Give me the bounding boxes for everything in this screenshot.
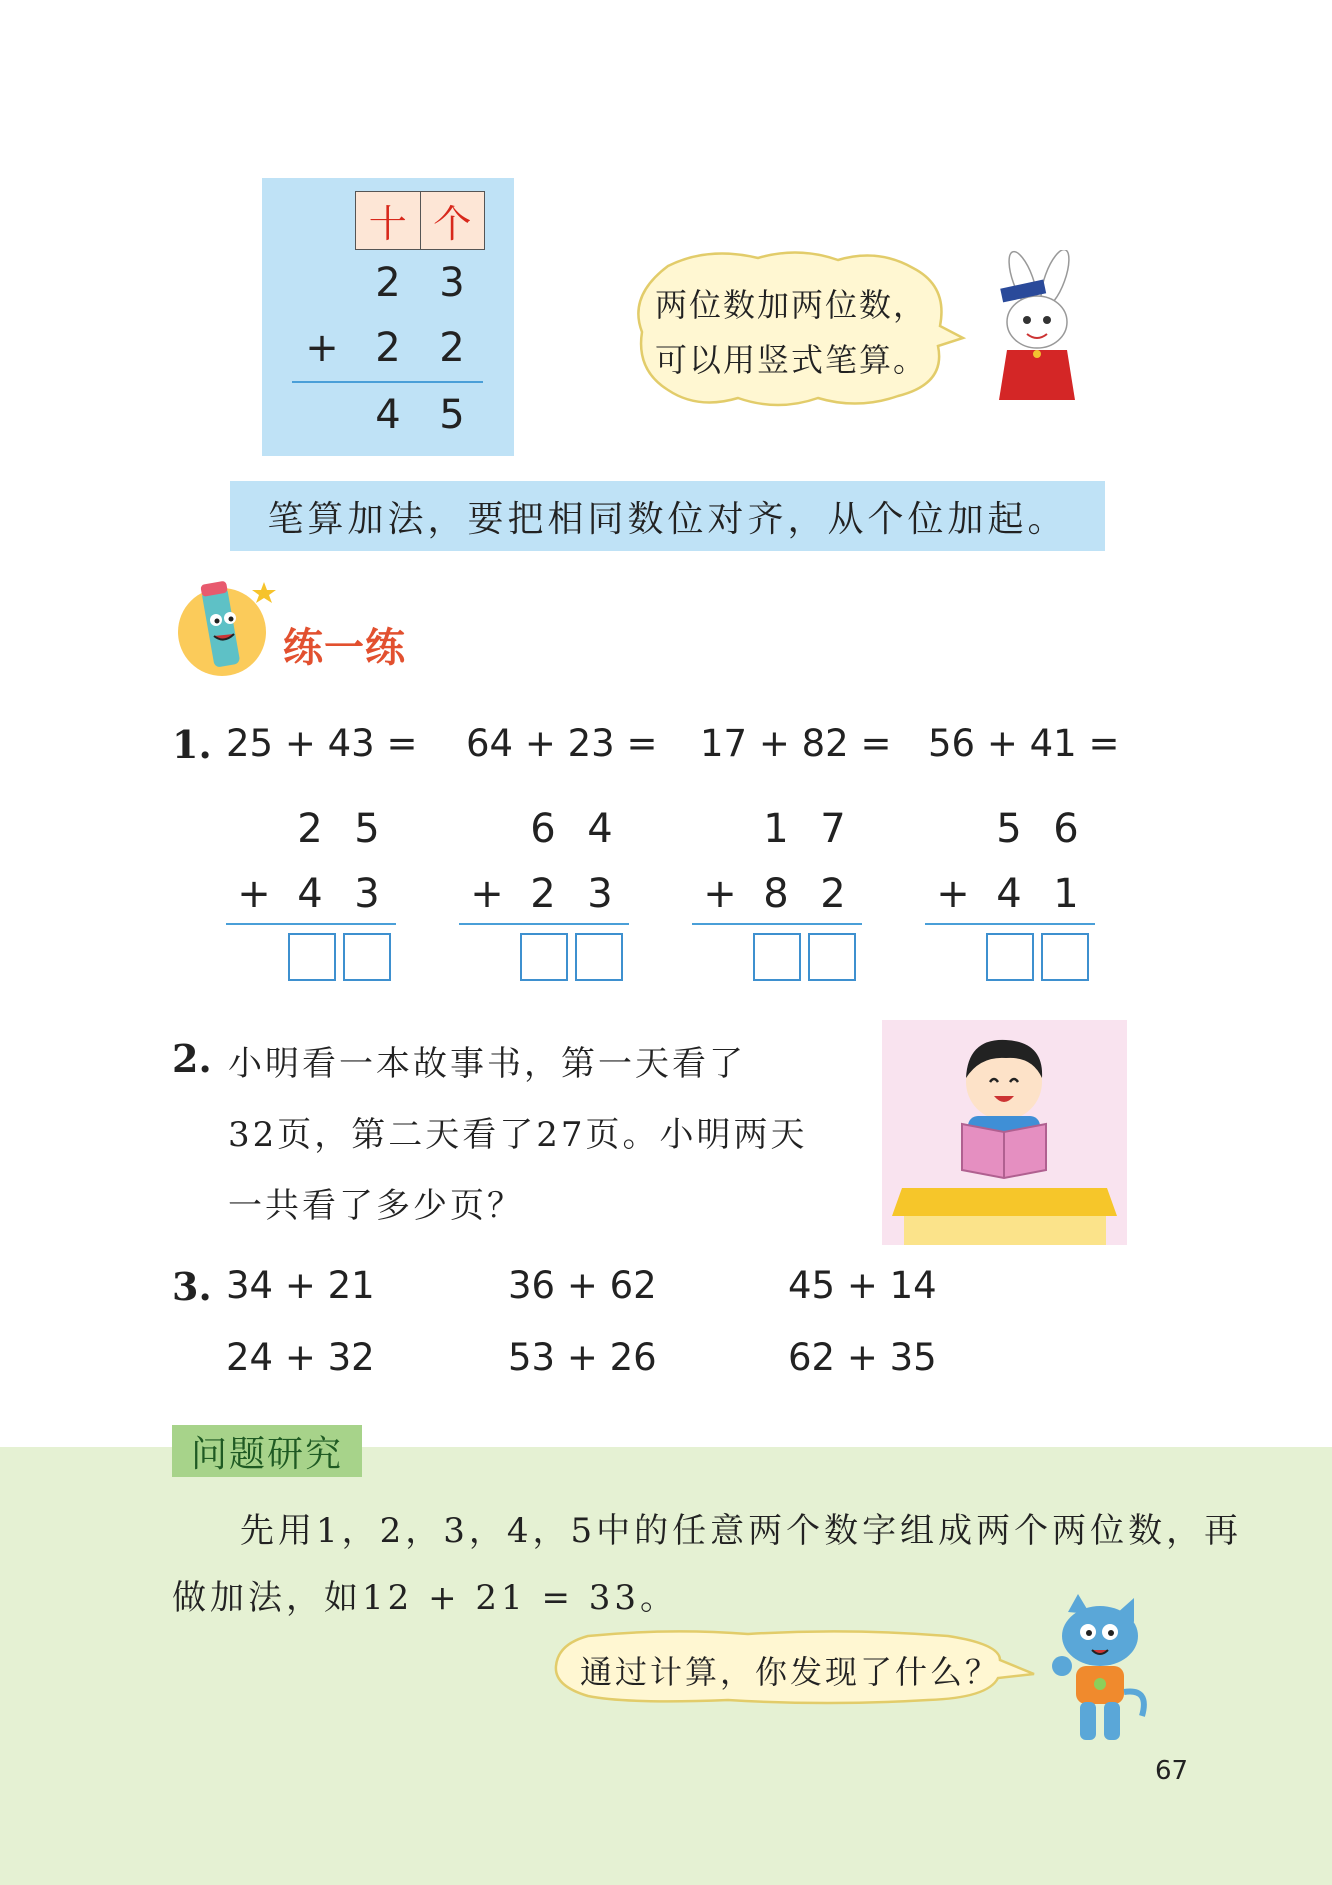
- answer-box-ones[interactable]: [575, 933, 623, 981]
- q1-equation-4: 56 + 41 =: [928, 722, 1120, 765]
- q3-expression: 62 + 35: [788, 1336, 937, 1379]
- calc-bottom-ones: 3: [587, 871, 613, 917]
- example-top-ones: 3: [439, 260, 465, 306]
- calc-top-ones: 6: [1053, 806, 1079, 852]
- page-number: 67: [1155, 1756, 1189, 1786]
- calc-bottom-tens: 2: [530, 871, 556, 917]
- practice-title: 练一练: [283, 625, 406, 671]
- example-sum-line: [292, 381, 483, 383]
- q2-text-line2: 32页，第二天看了27页。小明两天: [228, 1115, 808, 1155]
- research-text-line1: 先用1，2，3，4，5中的任意两个数字组成两个两位数，再: [240, 1511, 1243, 1551]
- problem-research-tag: 问题研究: [172, 1425, 362, 1477]
- calc-sum-line: [226, 923, 396, 925]
- rabbit-bubble-line2: 可以用竖式笔算。: [655, 341, 928, 379]
- answer-box-ones[interactable]: [808, 933, 856, 981]
- rabbit-bubble-line1: 两位数加两位数，: [655, 286, 928, 324]
- calc-top-ones: 4: [587, 806, 613, 852]
- q3-expression: 53 + 26: [508, 1336, 657, 1379]
- calc-sum-line: [925, 923, 1095, 925]
- place-value-header: [355, 191, 485, 250]
- blue-cat-icon: [1038, 1592, 1158, 1748]
- calc-top-ones: 7: [820, 806, 846, 852]
- question-number: 2.: [172, 1036, 212, 1081]
- answer-box-tens[interactable]: [288, 933, 336, 981]
- q3-expression: 24 + 32: [226, 1336, 375, 1379]
- tens-header: 十: [356, 192, 421, 249]
- example-mid-ones: 2: [439, 325, 465, 371]
- calc-bottom-tens: 8: [763, 871, 789, 917]
- calc-top-tens: 1: [763, 806, 789, 852]
- answer-box-tens[interactable]: [520, 933, 568, 981]
- q3-expression: 36 + 62: [508, 1264, 657, 1307]
- calc-top-ones: 5: [354, 806, 380, 852]
- rabbit-doctor-icon: [975, 250, 1090, 405]
- calc-sum-line: [459, 923, 629, 925]
- example-top-tens: 2: [375, 260, 401, 306]
- calc-bottom-tens: 4: [297, 871, 323, 917]
- calc-bottom-ones: 1: [1053, 871, 1079, 917]
- q2-text-line3: 一共看了多少页？: [228, 1186, 524, 1226]
- rabbit-speech-bubble: [628, 246, 968, 412]
- answer-box-ones[interactable]: [1041, 933, 1089, 981]
- example-result-ones: 5: [439, 392, 465, 438]
- example-mid-tens: 2: [375, 325, 401, 371]
- answer-box-tens[interactable]: [986, 933, 1034, 981]
- calc-plus-sign: +: [237, 871, 271, 917]
- example-plus-sign: +: [305, 325, 339, 371]
- calc-bottom-ones: 2: [820, 871, 846, 917]
- question-number: 3.: [172, 1264, 212, 1309]
- q2-text-line1: 小明看一本故事书，第一天看了: [228, 1044, 746, 1084]
- q1-equation-2: 64 + 23 =: [466, 722, 658, 765]
- calc-top-tens: 5: [996, 806, 1022, 852]
- question-number: 1.: [172, 722, 212, 767]
- q3-expression: 45 + 14: [788, 1264, 937, 1307]
- q1-equation-3: 17 + 82 =: [700, 722, 892, 765]
- calc-bottom-ones: 3: [354, 871, 380, 917]
- calc-plus-sign: +: [703, 871, 737, 917]
- addition-rule-banner: 笔算加法，要把相同数位对齐，从个位加起。: [230, 481, 1105, 551]
- calc-top-tens: 2: [297, 806, 323, 852]
- calc-bottom-tens: 4: [996, 871, 1022, 917]
- example-result-tens: 4: [375, 392, 401, 438]
- calc-top-tens: 6: [530, 806, 556, 852]
- calc-plus-sign: +: [936, 871, 970, 917]
- calc-plus-sign: +: [470, 871, 504, 917]
- pencil-mascot-icon: [172, 578, 287, 688]
- answer-box-tens[interactable]: [753, 933, 801, 981]
- cat-bubble-text: 通过计算，你发现了什么？: [580, 1653, 1001, 1691]
- research-text-line2: 做加法，如12 + 21 = 33。: [172, 1578, 678, 1618]
- q3-expression: 34 + 21: [226, 1264, 375, 1307]
- q1-equation-1: 25 + 43 =: [226, 722, 418, 765]
- ones-header: 个: [433, 202, 472, 246]
- calc-sum-line: [692, 923, 862, 925]
- answer-box-ones[interactable]: [343, 933, 391, 981]
- boy-reading-icon: [882, 1020, 1127, 1245]
